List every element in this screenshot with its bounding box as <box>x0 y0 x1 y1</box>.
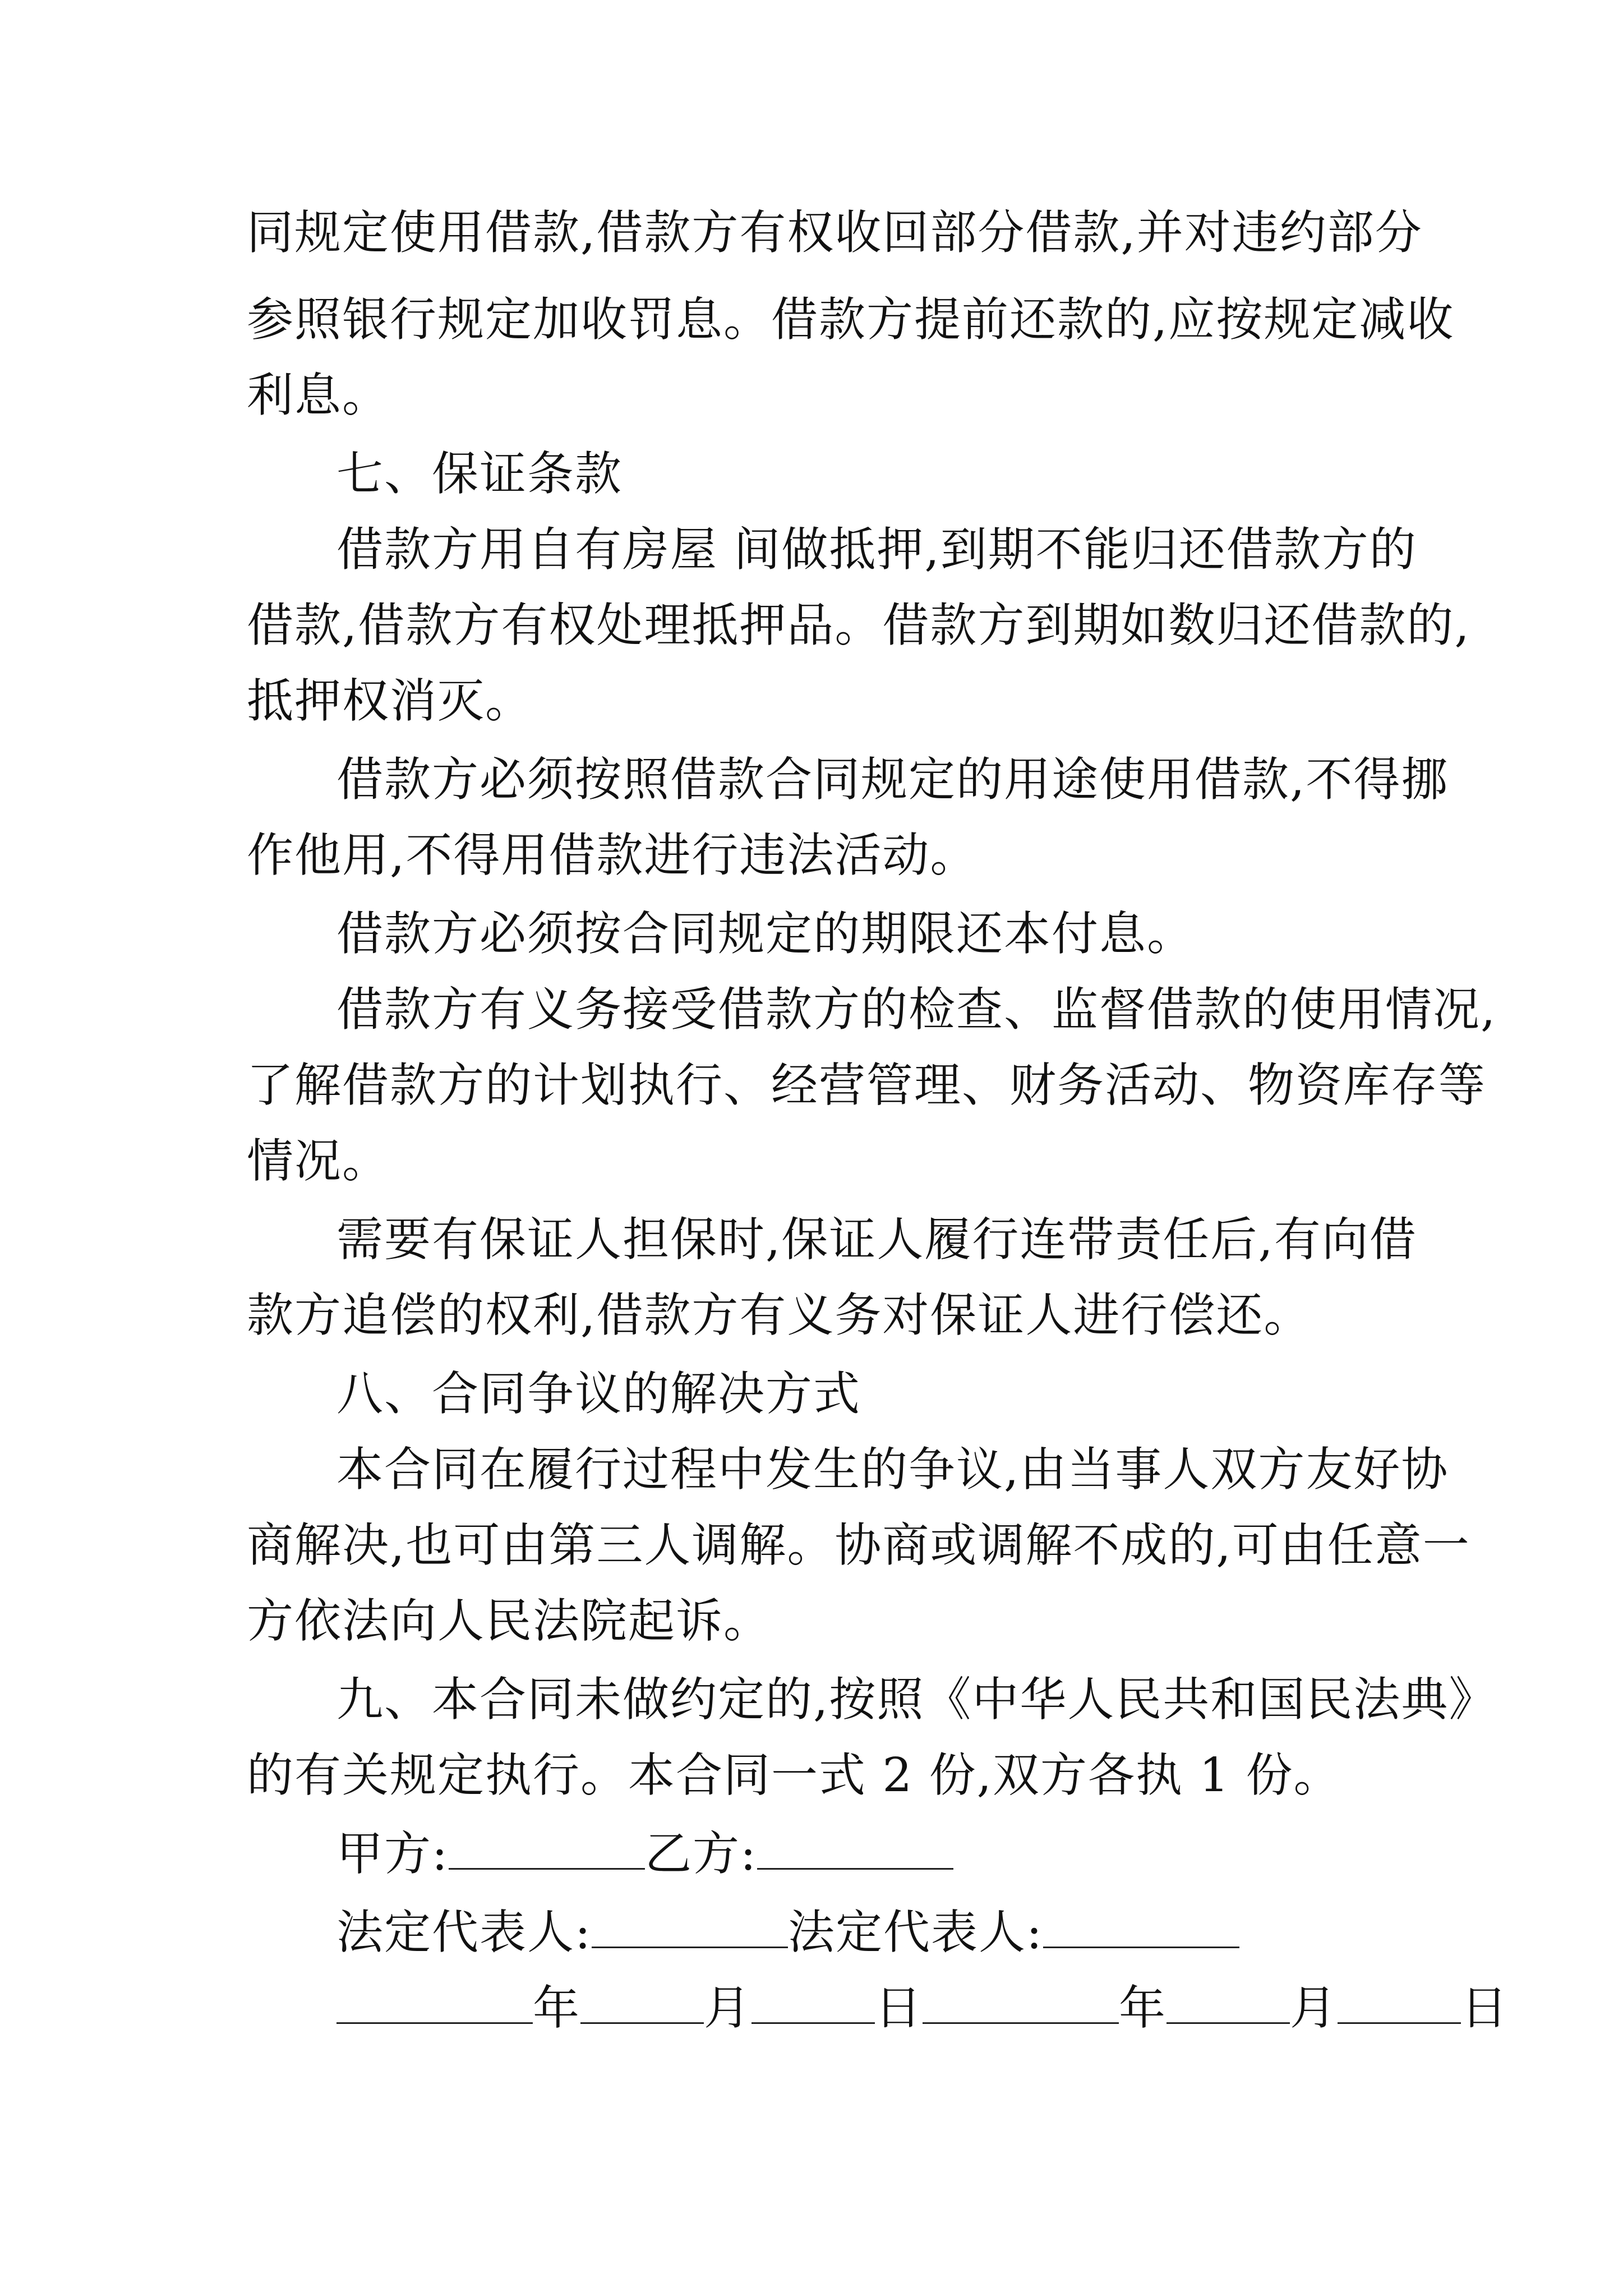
date-b-month-blank[interactable] <box>1166 1983 1290 2024</box>
text-line: 方依法向人民法院起诉。 <box>247 1594 771 1648</box>
date-a-year-blank[interactable] <box>336 1983 533 2024</box>
day-label: 日 <box>875 1981 923 2035</box>
date-b-year-blank[interactable] <box>923 1983 1119 2024</box>
party-signature-row <box>336 1826 953 1882</box>
text-line: 利息。 <box>247 368 390 422</box>
year-label: 年 <box>1119 1981 1166 2035</box>
text-line: 参照银行规定加收罚息。借款方提前还款的,应按规定减收 <box>247 292 1455 347</box>
party-b-blank[interactable] <box>757 1829 953 1870</box>
text-line: 同规定使用借款,借款方有权收回部分借款,并对违约部分 <box>247 205 1423 260</box>
date-a-day-blank[interactable] <box>751 1983 875 2024</box>
text-line: 借款方必须按合同规定的期限还本付息。 <box>336 907 1195 961</box>
text-line: 借款方必须按照借款合同规定的用途使用借款,不得挪 <box>336 752 1449 807</box>
date-a-month-blank[interactable] <box>580 1983 704 2024</box>
date-b-day-blank[interactable] <box>1338 1983 1461 2024</box>
month-label: 月 <box>1290 1981 1338 2035</box>
text-line: 抵押权消灭。 <box>247 674 533 728</box>
party-b-label: 乙方: <box>644 1826 757 1881</box>
party-a-label: 甲方: <box>336 1826 449 1881</box>
text-line: 款方追偿的权利,借款方有义务对保证人进行偿还。 <box>247 1288 1312 1342</box>
text-line: 了解借款方的计划执行、经营管理、财务活动、物资库存等 <box>247 1058 1486 1112</box>
representative-signature-row <box>336 1904 1239 1961</box>
text-line: 借款,借款方有权处理抵押品。借款方到期如数归还借款的, <box>247 598 1470 652</box>
text-line: 本合同在履行过程中发生的争议,由当事人双方友好协 <box>336 1442 1449 1497</box>
text-line: 商解决,也可由第三人调解。协商或调解不成的,可由任意一 <box>247 1518 1470 1572</box>
date-signature-row <box>336 1980 1509 2036</box>
day-label: 日 <box>1461 1981 1509 2035</box>
text-line: 情况。 <box>247 1134 390 1188</box>
year-label: 年 <box>533 1981 580 2035</box>
text-line: 借款方用自有房屋 间做抵押,到期不能归还借款方的 <box>336 522 1417 577</box>
section-heading: 八、合同争议的解决方式 <box>336 1366 861 1421</box>
rep-a-blank[interactable] <box>592 1907 788 1948</box>
section-heading: 七、保证条款 <box>336 447 623 501</box>
text-line: 的有关规定执行。本合同一式 2 份,双方各执 1 份。 <box>247 1748 1341 1802</box>
party-a-blank[interactable] <box>449 1829 645 1870</box>
rep-b-blank[interactable] <box>1043 1907 1239 1948</box>
text-line: 借款方有义务接受借款方的检查、监督借款的使用情况, <box>336 982 1497 1037</box>
text-line: 需要有保证人担保时,保证人履行连带责任后,有向借 <box>336 1212 1417 1267</box>
text-line: 九、本合同未做约定的,按照《中华人民共和国民法典》 <box>336 1672 1497 1727</box>
rep-b-label: 法定代表人: <box>787 1905 1043 1959</box>
rep-a-label: 法定代表人: <box>336 1905 592 1959</box>
month-label: 月 <box>704 1981 751 2035</box>
text-line: 作他用,不得用借款进行违法活动。 <box>247 828 978 882</box>
